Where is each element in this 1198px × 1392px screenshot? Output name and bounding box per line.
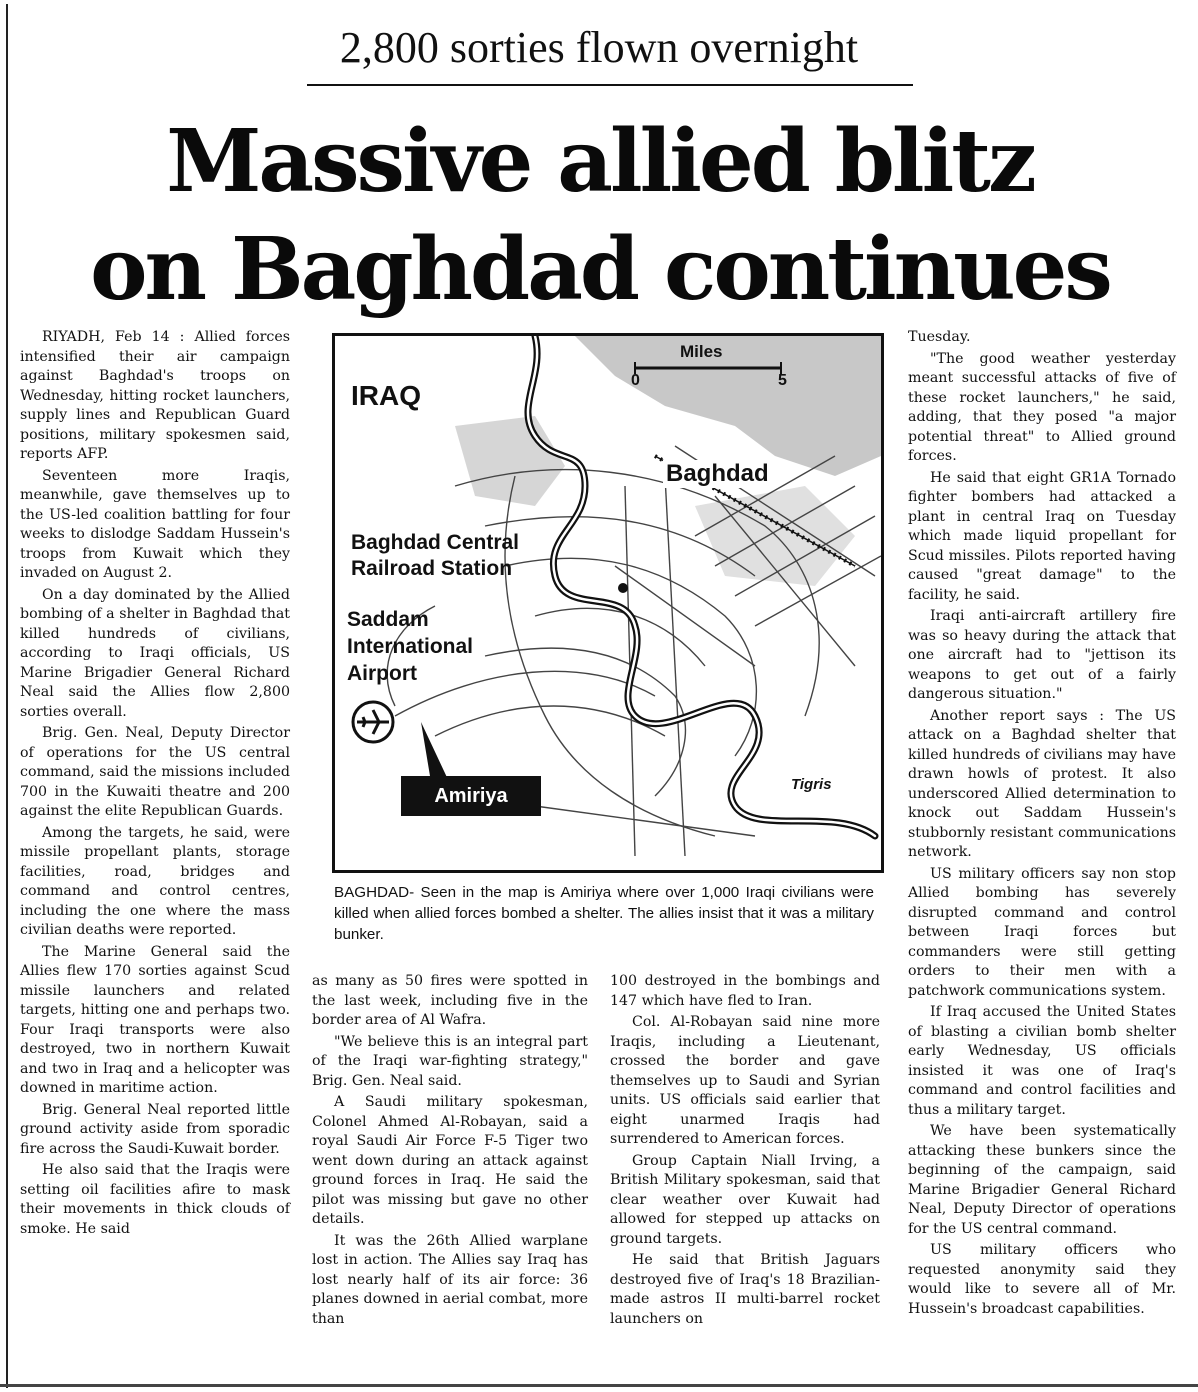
paragraph: It was the 26th Allied warplane lost in action. The Allies say Iraq has lost nearly half of its air force: 36 planes downed in aerial combat, more than — [312, 1232, 588, 1327]
baghdad-map — [332, 333, 884, 873]
paragraph: Iraqi anti-aircraft artillery fire was so heavy during the attack that one aircraft had to "jettison its weapons to get out of a fairly dangerous situation." — [908, 608, 1176, 702]
urban-area — [575, 336, 881, 476]
bottom-rule — [0, 1384, 1198, 1387]
paragraph: Col. Al-Robayan said nine more Iraqis, including a Lieutenant, crossed the border and gave themselves up to Saudi and Syrian units. US officials said earlier that eight unarmed Iraqis had surrendered to American forces. — [610, 1014, 880, 1147]
paragraph: We have been systematically attacking these bunkers since the beginning of the campaign, said Marine Brigadier General Richard Neal, Deputy Director of operations for the US central command. — [908, 1123, 1176, 1237]
left-column-rule — [6, 4, 8, 1388]
map-label-tigris: Tigris — [791, 776, 832, 793]
map-label-railroad-station: Baghdad Central Railroad Station — [351, 531, 520, 580]
paragraph: Seventeen more Iraqis, meanwhile, gave themselves up to the US-led coalition battling for four weeks to dislodge Saddam Hussein's troops from Kuwait which they invaded on August 2. — [20, 467, 290, 581]
station-marker — [618, 583, 628, 593]
paragraph: Tuesday. — [908, 329, 971, 345]
paragraph: RIYADH, Feb 14 : Allied forces intensified their air campaign against Baghdad's troops on Wednesday, hitting rocket launchers, supply lines and Republican Guard positions, military spokesmen said, reports AFP. — [20, 329, 290, 462]
map-caption: BAGHDAD- Seen in the map is Amiriya where over 1,000 Iraqi civilians were killed when allied forces bombed a shelter. The allies insist that it was a military bunker. — [334, 884, 874, 943]
paragraph: A Saudi military spokesman, Colonel Ahmed Al-Robayan, said a royal Saudi Air Force F-5 Tiger two went down during an attack against ground forces in Iraq. He said the pilot was missing but gave no other details. — [312, 1094, 588, 1227]
map-scale-label: Miles — [680, 342, 723, 361]
paragraph: 100 destroyed in the bombings and 147 which have fled to Iran. — [610, 973, 880, 1009]
paragraph: as many as 50 fires were spotted in the last week, including five in the border area of Al Wafra. — [312, 973, 588, 1028]
headline-line-2: on Baghdad continues — [90, 219, 1110, 320]
paragraph: He said that British Jaguars destroyed five of Iraq's 18 Brazilian-made astros II multi-barrel rocket launchers on — [610, 1252, 880, 1327]
paragraph: "The good weather yesterday meant successful attacks of five of these rocket launchers," he said, adding, that they posed "a major potential threat" to Allied ground forces. — [908, 350, 1176, 464]
paragraph: Another report says : The US attack on a Baghdad shelter that killed hundreds of civilians may have drawn howls of protest. It also underscored Allied determination to knock out Saddam Hussein's stubbornly resistant communications network. — [908, 707, 1176, 860]
paragraph: On a day dominated by the Allied bombing of a shelter in Baghdad that killed hundreds of civilians, according to Iraqi officials, US Marine Brigadier General Richard Neal said the Allies flow 2,800 sorties overall. — [20, 586, 290, 720]
map-label-baghdad: Baghdad — [663, 460, 772, 488]
map-label-amiriya: Amiriya — [401, 776, 541, 816]
article-column-4 — [908, 328, 1176, 1319]
article-column-2 — [312, 972, 588, 1329]
road — [505, 558, 756, 756]
headline-line-1: Massive allied blitz — [166, 111, 1034, 212]
paragraph: The Marine General said the Allies flew 170 sorties against Scud missile launchers and related targets, hitting one and perhaps two. Four Iraqi transports were also destroyed, two in northern Kuwait and two in Iraq and a helicopter was downed in maritime action. — [20, 943, 290, 1096]
article-column-1 — [20, 328, 290, 1239]
paragraph: He said that eight GR1A Tornado fighter bombers had attacked a plant in central Iraq on Tuesday which made liquid propellant for Scud missiles. Pilots reported having caused "great damage" to the facility, he said. — [908, 469, 1176, 603]
article-column-3 — [610, 972, 880, 1329]
paragraph: Brig. Gen. Neal, Deputy Director of operations for the US central command, said the missions included 700 in the Kuwaiti theatre and 200 against the elite Republican Guards. — [20, 725, 290, 819]
paragraph: Brig. General Neal reported little ground activity aside from sporadic fire across the Saudi-Kuwait border. — [20, 1101, 290, 1157]
urban-area — [455, 416, 565, 506]
map-scale-start: 0 — [631, 372, 640, 389]
kicker-underline — [307, 84, 913, 86]
paragraph: He also said that the Iraqis were setting oil facilities afire to mask their movements in thick clouds of smoke. He said — [20, 1162, 290, 1237]
paragraph: US military officers say non stop Allied bombing has severely disrupted command and control between Iraqi forces but commanders were still getting orders to their men with a patchwork communications system. — [908, 865, 1176, 999]
kicker-headline: 2,800 sorties flown overnight — [339, 23, 859, 72]
paragraph: Among the targets, he said, were missile propellant plants, storage facilities, road, bridges and command and control centres, including the one where the mass civilian deaths were reported. — [20, 824, 290, 938]
paragraph: US military officers who requested anonymity said they would like to severe all of Mr. Hussein's broadcast capabilities. — [908, 1242, 1176, 1317]
map-scale-end: 5 — [778, 372, 787, 389]
map-label-iraq: IRAQ — [351, 380, 421, 411]
road — [535, 608, 705, 666]
paragraph: Group Captain Niall Irving, a British Military spokesman, said that clear weather over Kuwait had allowed for stepped up attacks on ground targets. — [610, 1152, 880, 1247]
map-label-airport: Saddam International Airport — [347, 608, 474, 685]
paragraph: If Iraq accused the United States of blasting a civilian bomb shelter early Wednesday, US officials insisted it was one of Iraq's command and control facilities and thus a military target. — [908, 1004, 1176, 1118]
paragraph: "We believe this is an integral part of the Iraqi war-fighting strategy," Brig. Gen. Neal said. — [312, 1033, 588, 1089]
